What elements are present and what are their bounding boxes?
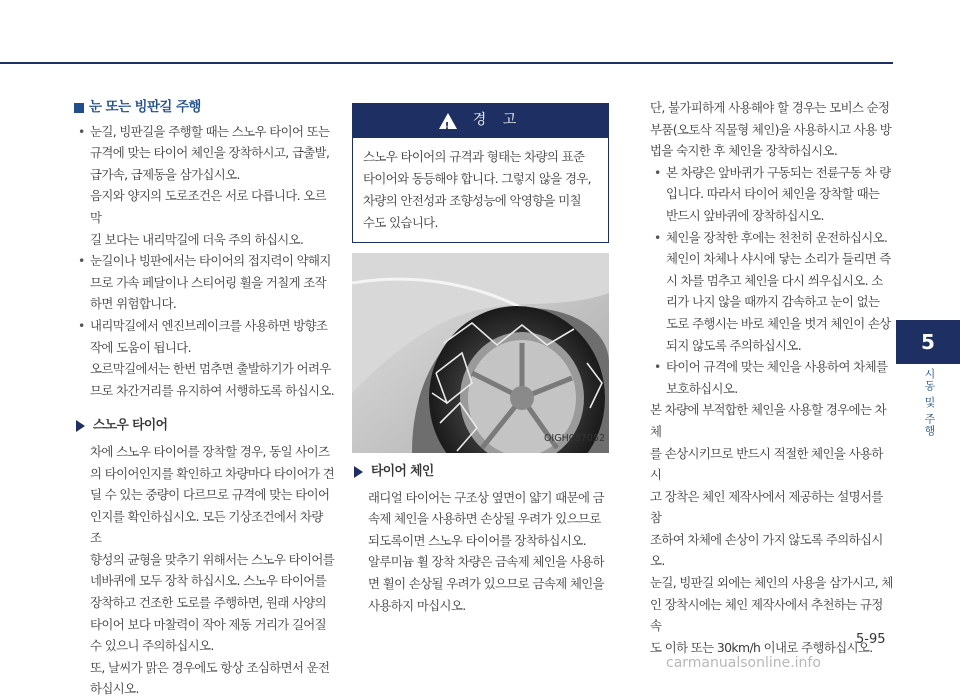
tire-chain-photo <box>352 253 609 453</box>
bullet-item: • 내리막길에서 엔진브레이크를 사용하면 방향조 작에 도움이 됩니다. 오르막길에서는 한번 멈추면 출발하기가 어려우 므로 차간거리를 유지하여 서행하도록 하십시오. <box>74 315 336 401</box>
warning-text: 스노우 타이어의 규격과 형태는 차량의 표준 타이어와 동등해야 합니다. 그렇지 않을 경우, 차량의 안전성과 조향성능에 악영향을 미칠 수도 있습니다. <box>363 149 592 230</box>
driving-bullets <box>74 121 336 402</box>
chapter-tab[interactable]: 5 <box>896 320 960 364</box>
column-right <box>650 97 894 658</box>
square-bullet-icon <box>74 103 84 113</box>
column-left <box>74 97 336 700</box>
snow-tire-text: 차에 스노우 타이어를 장착할 경우, 동일 사이즈 의 타이어인지를 확인하고 차량마다 타이어가 견 딜 수 있는 중량이 다르므로 규격에 맞는 타이어 인지를 확인하십시오. 모든 기상조건에서 차량 조 향성의 균형을 맞추기 위해서는 스노우 타이어를 네바퀴에 모두 장착 하십시오. 스노우 타이어를 장착하고 건조한 도로를 주행하면, 원래 사양의 타이어 보다 마찰력이 작아 제동 거리가 길어질 수 있으니 주의하십시오. 또, 날씨가 맑은 경우에도 항상 조심하면서 운전 하십시오. <box>90 443 335 697</box>
chapter-title: 시동 및 주행 <box>923 368 936 437</box>
page-number: 5-95 <box>856 632 886 647</box>
bullet-item: • 체인을 장착한 후에는 천천히 운전하십시오. 체인이 차체나 샤시에 닿는 소리가 들리면 즉 시 차를 멈추고 체인을 다시 씌우십시오. 소 리가 나지 않을 때까지 감속하고 눈이 없는 도로 주행시는 바로 체인을 벗겨 체인이 손상 되지 않도록 주의하십시오. <box>650 227 894 357</box>
tire-chain-heading: 타이어 체인 <box>352 461 609 483</box>
bullet-item: • 본 차량은 앞바퀴가 구동되는 전륜구동 차 량 입니다. 따라서 타이어 체인을 장착할 때는 반드시 앞바퀴에 장착하십시오. <box>650 162 894 227</box>
chain-intro: 단, 불가피하게 사용해야 할 경우는 모비스 순정 부품(오토삭 직물형 체인)을 사용하시고 사용 방 법을 숙지한 후 체인을 장착하십시오. <box>650 100 892 159</box>
warning-box <box>352 103 609 243</box>
bullet-item: • 타이어 규격에 맞는 체인을 사용하여 차체를 보호하십시오. <box>650 356 894 399</box>
warning-icon: ! <box>439 113 457 129</box>
header-rule <box>0 62 893 64</box>
chain-outro: 본 차량에 부적합한 체인을 사용할 경우에는 차체 를 손상시키므로 반드시 적절한 체인을 사용하시 고 장착은 체인 제작사에서 제공하는 설명서를 참 조하여 차체에 손상이 가지 않도록 주의하십시오. 눈길, 빙판길 외에는 체인의 사용을 삼가시고, 체 인 장착시에는 체인 제작사에서 추천하는 규정속 도 이하 또는 30km/h 이내로 주행하십시오. <box>650 402 893 655</box>
triangle-bullet-icon <box>354 466 363 478</box>
snow-tire-heading: 스노우 타이어 <box>74 415 336 437</box>
column-middle <box>352 103 609 616</box>
triangle-bullet-icon <box>76 420 85 432</box>
bullet-item: • 눈길이나 빙판에서는 타이어의 접지력이 약해지 므로 가속 페달이나 스티어링 휠을 거칠게 조작 하면 위험합니다. <box>74 250 336 315</box>
bullet-item: • 눈길, 빙판길을 주행할 때는 스노우 타이어 또는 규격에 맞는 타이어 체인을 장착하시고, 급출발, 급가속, 급제동을 삼가십시오. 음지와 양지의 도로조건은 서로 다릅니다. 오르막 길 보다는 내리막길에 더욱 주의 하십시오. <box>74 121 336 251</box>
image-caption: OIGH057052 <box>543 433 605 445</box>
car-wheel-illustration <box>352 253 609 453</box>
watermark: carmanualsonline.info <box>666 655 821 671</box>
tire-chain-text: 래디얼 타이어는 구조상 옆면이 얇기 때문에 금 속제 체인을 사용하면 손상될 우려가 있으므로 되도록이면 스노우 타이어를 장착하십시오. 알루미늄 휠 장착 차량은 금속제 체인을 사용하 면 휠이 손상될 우려가 있으므로 금속제 체인을 사용하지 마십시오. <box>368 489 605 613</box>
section-title: 눈 또는 빙판길 주행 <box>74 97 336 119</box>
chain-bullets <box>650 162 894 400</box>
warning-header: ! 경 고 <box>353 104 608 138</box>
